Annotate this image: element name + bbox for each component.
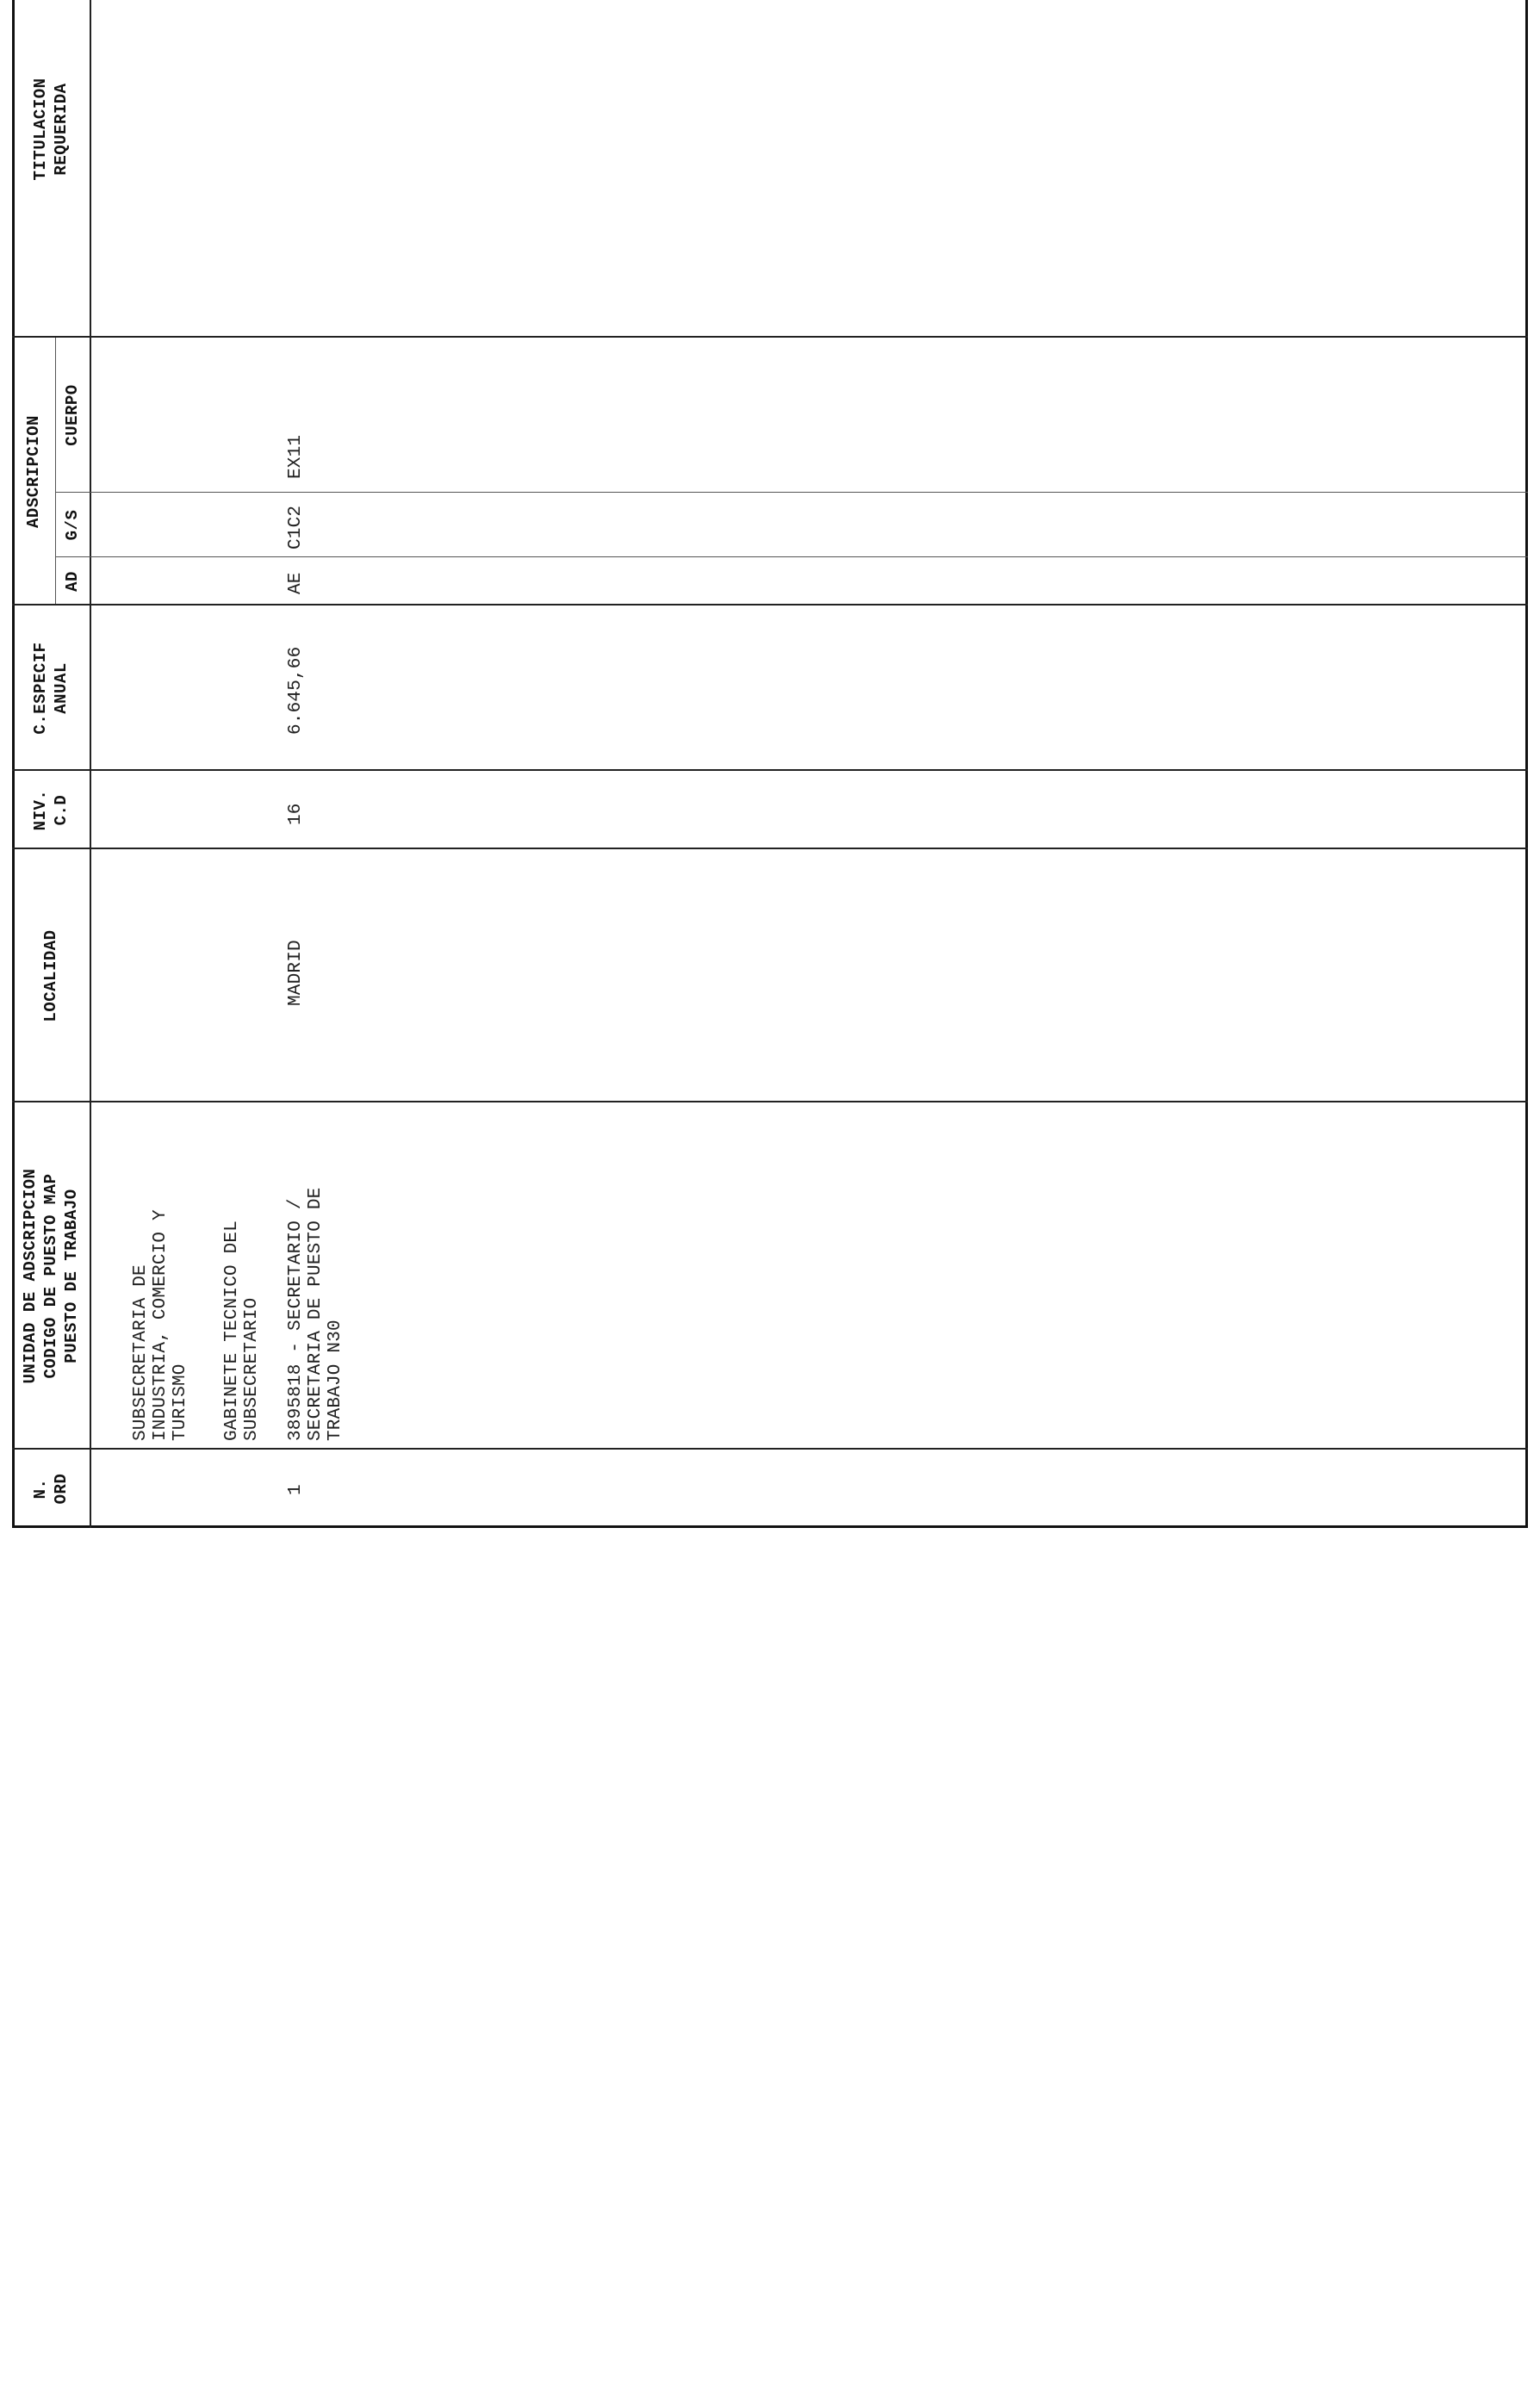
header-bottom-rule [90,0,91,1528]
col-sep-7 [55,492,1528,493]
header-niv: NIV. C.D [31,789,71,831]
row-gs: C1C2 [286,505,306,550]
header-cuerpo: CUERPO [63,384,82,446]
header-localidad: LOCALIDAD [41,929,60,1022]
row-cuerpo: EX11 [286,434,306,479]
col-sep-6 [55,556,1528,557]
header-titulacion: TITULACION REQUERIDA [31,78,71,181]
col-sep-5 [12,604,1528,606]
header-unidad: UNIDAD DE ADSCRIPCION CODIGO DE PUESTO MAP PUESTO DE TRABAJO [21,1168,81,1384]
unit-subsecretaria: SUBSECRETARIA DE INDUSTRIA, COMERCIO Y TURISMO [131,1209,190,1441]
col-sep-1 [12,1448,1528,1450]
header-c-especif: C.ESPECIF ANUAL [31,642,71,735]
header-adscripcion: ADSCRIPCION [24,415,43,528]
row-localidad: MADRID [286,940,306,1006]
header-ad: AD [63,571,82,592]
header-gs: G/S [63,509,82,541]
col-sep-2 [12,1101,1528,1102]
row-niv: 16 [286,803,306,825]
row-c-especif: 6.645,66 [286,646,306,735]
col-sep-4 [12,769,1528,771]
col-sep-8 [12,336,1528,338]
unit-gabinete: GABINETE TECNICO DEL SUBSECRETARIO [222,1220,262,1441]
row-ad: AE [286,572,306,594]
row-puesto: 3895818 - SECRETARIO / SECRETARIA DE PUESTO DE TRABAJO N30 [286,1187,345,1441]
row-n-ord: 1 [286,1484,306,1495]
col-sep-3 [12,848,1528,849]
header-n-ord: N. ORD [31,1473,71,1505]
